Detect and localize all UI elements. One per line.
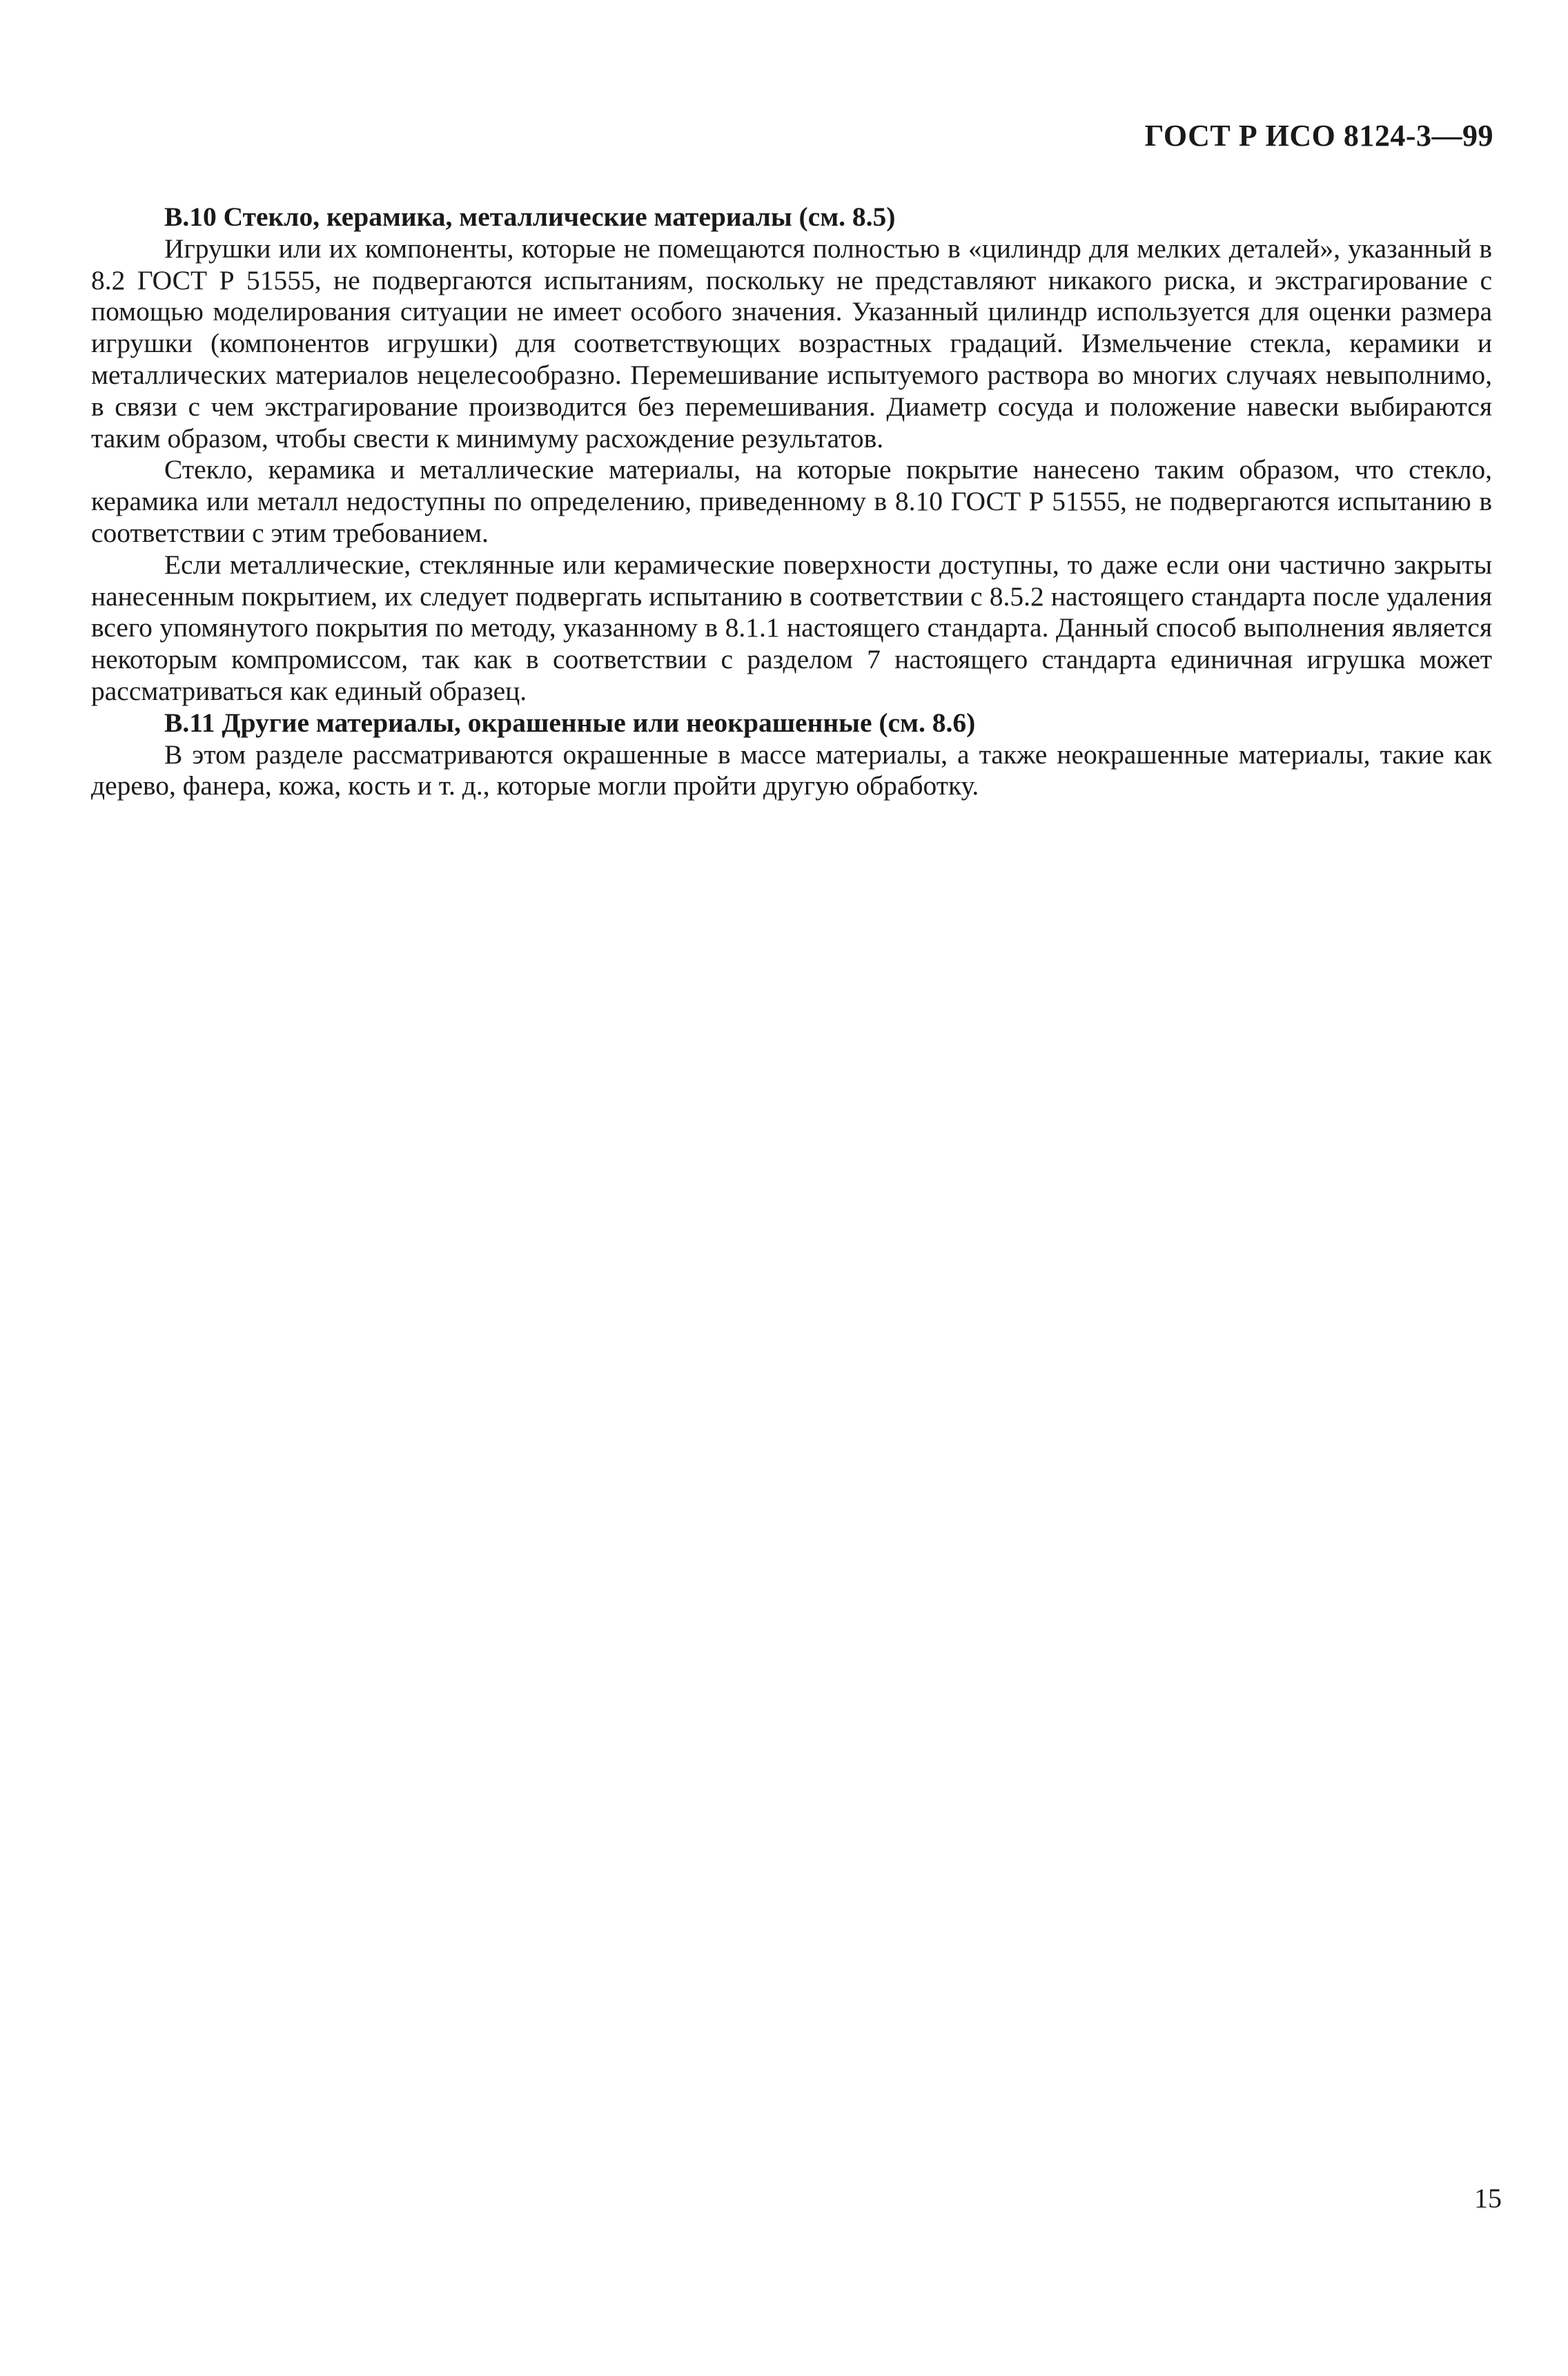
paragraph: Игрушки или их компоненты, которые не помещаются полностью в «цилиндр для мелких деталей», указанный в 8.2 ГОСТ Р 51555, не подвергаются испытаниям, поскольку не представляют никакого риска, и экстрагирование с помощью моделирования ситуации не имеет особого значения. Указанный цилиндр используется для оценки размера игрушки (компонентов игрушки) для соответствующих возрастных градаций. Измельчение стекла, керамики и металлических материалов нецелесообразно. Перемешивание испытуемого раствора во многих случаях невыполнимо, в связи с чем экстрагирование производится без перемешивания. Диаметр сосуда и положение навески выбираются таким образом, чтобы свести к минимуму расхождение результатов. — [91, 233, 1492, 454]
paragraph: Стекло, керамика и металлические материалы, на которые покрытие нанесено таким образом, что стекло, керамика или металл недоступны по определению, приведенному в 8.10 ГОСТ Р 51555, не подвергаются испытанию в соответствии с этим требованием. — [91, 454, 1492, 548]
section-heading-b11: В.11 Другие материалы, окрашенные или неокрашенные (см. 8.6) — [164, 707, 976, 738]
document-header-code: ГОСТ Р ИСО 8124-3—99 — [1144, 119, 1493, 153]
document-body — [91, 202, 1492, 802]
section-heading-b10: В.10 Стекло, керамика, металлические материалы (см. 8.5) — [164, 202, 896, 232]
paragraph: В этом разделе рассматриваются окрашенные в массе материалы, а также неокрашенные материалы, такие как дерево, фанера, кожа, кость и т. д., которые могли пройти другую обработку. — [91, 739, 1492, 801]
page-number: 15 — [1474, 2183, 1502, 2214]
paragraph: Если металлические, стеклянные или керамические поверхности доступны, то даже если они частично закрыты нанесенным покрытием, их следует подвергать испытанию в соответствии с 8.5.2 настоящего стандарта после удаления всего упомянутого покрытия по методу, указанному в 8.1.1 настоящего стандарта. Данный способ выполнения является некоторым компромиссом, так как в соответствии с разделом 7 настоящего стандарта единичная игрушка может рассматриваться как единый образец. — [91, 549, 1492, 706]
